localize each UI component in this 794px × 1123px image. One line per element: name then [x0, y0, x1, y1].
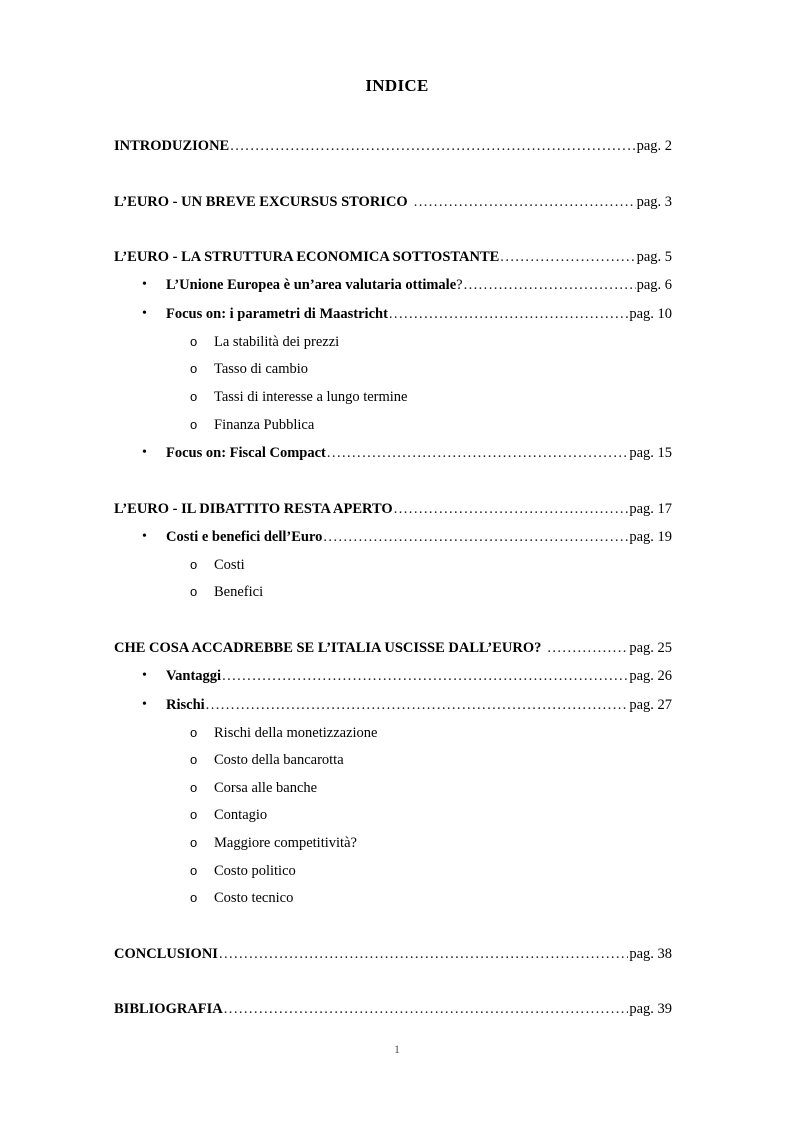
toc-subitem: Corsa alle banche	[214, 780, 318, 796]
toc-entry-label: L’EURO - LA STRUTTURA ECONOMICA SOTTOSTANTE	[114, 249, 500, 265]
toc-subitem: Costo della bancarotta	[214, 752, 344, 768]
toc-leader-dots	[327, 443, 628, 463]
bullet-icon: •	[142, 529, 147, 544]
toc-subitem: La stabilità dei prezzi	[214, 334, 340, 350]
circle-bullet-icon: o	[190, 752, 198, 767]
toc-leader-dots	[323, 527, 628, 547]
circle-bullet-icon: o	[190, 584, 198, 599]
toc-leader-dots	[500, 247, 635, 267]
toc-entry-label: L’EURO - UN BREVE EXCURSUS STORICO	[114, 194, 408, 210]
toc-leader-dots	[547, 638, 628, 658]
toc-page-ref: pag. 3	[636, 194, 672, 210]
toc-page-ref: pag. 17	[629, 501, 672, 517]
toc-entry-label: L’Unione Europea è un’area valutaria ottimale	[166, 277, 457, 293]
toc-entry-italia-uscita[interactable]	[114, 638, 672, 658]
bullet-icon: •	[142, 306, 147, 321]
page-number: 1	[394, 1042, 400, 1056]
circle-bullet-icon: o	[190, 863, 198, 878]
toc-entry-label: Costi e benefici dell’Euro	[166, 529, 323, 545]
circle-bullet-icon: o	[190, 890, 198, 905]
toc-subitem: Costi	[214, 557, 245, 573]
bullet-icon: •	[142, 445, 147, 460]
toc-subitem: Finanza Pubblica	[214, 417, 315, 433]
toc-subitem: Contagio	[214, 807, 268, 823]
toc-subitem: Rischi della monetizzazione	[214, 725, 378, 741]
toc-page-ref: pag. 15	[629, 445, 672, 461]
toc-entry-excursus[interactable]	[114, 192, 672, 212]
toc-entry-label: CONCLUSIONI	[114, 946, 218, 962]
toc-leader-dots	[394, 499, 629, 519]
toc-leader-dots	[206, 695, 629, 715]
toc-page-ref: pag. 38	[629, 946, 672, 962]
toc-entry-label: CHE COSA ACCADREBBE SE L’ITALIA USCISSE DALL’EURO?	[114, 640, 542, 656]
toc-page-ref: pag. 26	[629, 668, 672, 684]
toc-page-ref: pag. 10	[629, 306, 672, 322]
circle-bullet-icon: o	[190, 807, 198, 822]
bullet-icon: •	[142, 668, 147, 683]
toc-page-ref: pag. 39	[629, 1001, 672, 1017]
toc-leader-dots	[464, 275, 636, 295]
toc-leader-dots	[230, 136, 635, 156]
toc-entry-costi-benefici[interactable]	[166, 527, 672, 547]
toc-subitem: Costo tecnico	[214, 890, 294, 906]
toc-entry-label: Vantaggi	[166, 668, 222, 684]
toc-entry-label: Rischi	[166, 697, 205, 713]
toc-leader-dots	[219, 944, 628, 964]
bullet-icon: •	[142, 697, 147, 712]
circle-bullet-icon: o	[190, 725, 198, 740]
circle-bullet-icon: o	[190, 389, 198, 404]
toc-entry-label: INTRODUZIONE	[114, 138, 230, 154]
toc-page-ref: pag. 6	[636, 277, 672, 293]
toc-entry-suffix: ?	[456, 277, 463, 293]
toc-leader-dots	[224, 999, 629, 1019]
toc-entry-area-valutaria[interactable]	[166, 275, 672, 295]
toc-entry-rischi[interactable]	[166, 695, 672, 715]
circle-bullet-icon: o	[190, 780, 198, 795]
toc-subitem: Costo politico	[214, 863, 296, 879]
toc-entry-label: L’EURO - IL DIBATTITO RESTA APERTO	[114, 501, 393, 517]
toc-entry-label: Focus on: Fiscal Compact	[166, 445, 326, 461]
page-title: INDICE	[365, 76, 429, 95]
toc-page-ref: pag. 27	[629, 697, 672, 713]
circle-bullet-icon: o	[190, 417, 198, 432]
circle-bullet-icon: o	[190, 557, 198, 572]
circle-bullet-icon: o	[190, 361, 198, 376]
toc-entry-conclusioni[interactable]	[114, 944, 672, 964]
toc-page-ref: pag. 5	[636, 249, 672, 265]
toc-entry-introduzione[interactable]	[114, 136, 672, 156]
toc-entry-dibattito[interactable]	[114, 499, 672, 519]
toc-entry-struttura[interactable]	[114, 247, 672, 267]
toc-page-ref: pag. 19	[629, 529, 672, 545]
toc-subitem: Benefici	[214, 584, 264, 600]
toc-leader-dots	[414, 192, 636, 212]
toc-entry-vantaggi[interactable]	[166, 666, 672, 686]
toc-page-ref: pag. 2	[636, 138, 672, 154]
toc-entry-fiscal-compact[interactable]	[166, 443, 672, 463]
toc-entry-label: BIBLIOGRAFIA	[114, 1001, 223, 1017]
bullet-icon: •	[142, 277, 147, 292]
toc-subitem: Tassi di interesse a lungo termine	[214, 389, 408, 405]
circle-bullet-icon: o	[190, 835, 198, 850]
toc-leader-dots	[389, 304, 628, 324]
toc-subitem: Maggiore competitività?	[214, 835, 357, 851]
toc-entry-maastricht[interactable]	[166, 304, 672, 324]
toc-page-ref: pag. 25	[629, 640, 672, 656]
circle-bullet-icon: o	[190, 334, 198, 349]
toc-entry-bibliografia[interactable]	[114, 999, 672, 1019]
toc-entry-label: Focus on: i parametri di Maastricht	[166, 306, 388, 322]
toc-subitem: Tasso di cambio	[214, 361, 309, 377]
toc-leader-dots	[222, 666, 628, 686]
